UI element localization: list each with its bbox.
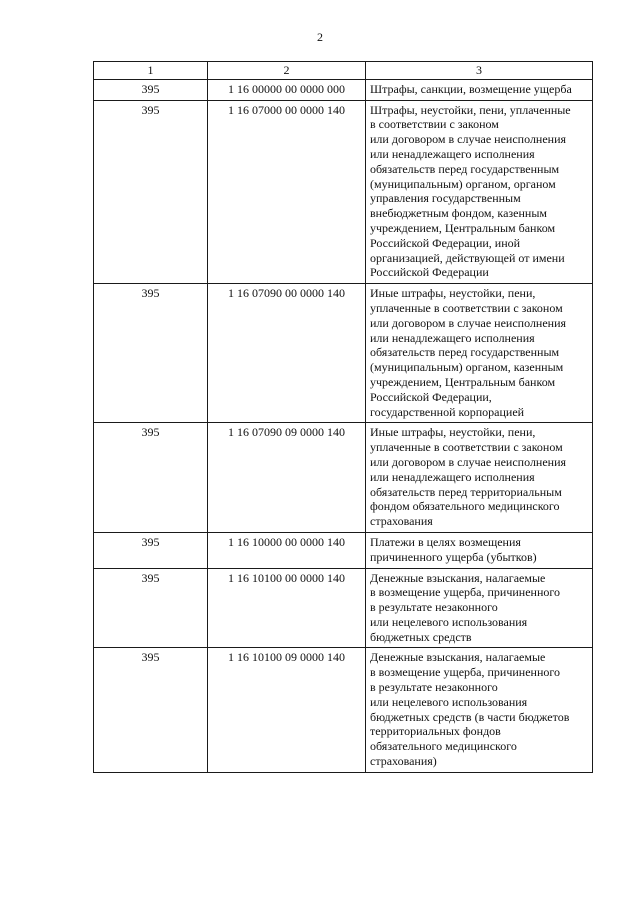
- description-line: в результате незаконного: [370, 680, 498, 695]
- description-line: обязательств перед территориальным: [370, 484, 562, 499]
- table-row: [94, 532, 593, 568]
- description-cell: [366, 532, 593, 568]
- page-number: 2: [317, 30, 323, 44]
- admin-code-cell: 395: [94, 568, 208, 648]
- column-header-1: 1: [94, 62, 208, 80]
- description-cell: [366, 568, 593, 648]
- description-line: в возмещение ущерба, причиненного: [370, 585, 560, 600]
- description-line: Российской Федерации: [370, 265, 489, 280]
- description-line: организацией, действующей от имени: [370, 250, 565, 265]
- description-line: Российской Федерации, иной: [370, 235, 521, 250]
- description-line: или договором в случае неисполнения: [370, 454, 567, 469]
- admin-code-cell: 395: [94, 284, 208, 423]
- description-line: или нецелевого использования: [370, 694, 528, 709]
- admin-code-cell: 395: [94, 100, 208, 284]
- table-row: [94, 284, 593, 423]
- description-line: учреждением, Центральным банком: [370, 374, 556, 389]
- description-line: Российской Федерации,: [370, 389, 492, 404]
- description-line: уплаченные в соответствии с законом: [370, 440, 563, 455]
- description-cell: [366, 100, 593, 284]
- description-line: Денежные взыскания, налагаемые: [370, 570, 546, 585]
- budget-classification-code-cell: 1 16 07090 00 0000 140: [208, 284, 366, 423]
- table-row: [94, 79, 593, 100]
- budget-classification-code-cell: 1 16 07090 09 0000 140: [208, 423, 366, 533]
- budget-classification-code-cell: 1 16 10100 09 0000 140: [208, 648, 366, 772]
- admin-code-cell: 395: [94, 648, 208, 772]
- description-line: (муниципальным) органом, органом: [370, 176, 556, 191]
- budget-classification-code-cell: 1 16 10000 00 0000 140: [208, 532, 366, 568]
- table-row: [94, 648, 593, 772]
- description-line: обязательств перед государственным: [370, 345, 560, 360]
- description-line: Денежные взыскания, налагаемые: [370, 650, 546, 665]
- admin-code-cell: 395: [94, 79, 208, 100]
- description-line: Иные штрафы, неустойки, пени,: [370, 286, 536, 301]
- description-line: бюджетных средств: [370, 629, 472, 644]
- description-line: бюджетных средств (в части бюджетов: [370, 709, 570, 724]
- admin-code-cell: 395: [94, 423, 208, 533]
- budget-classification-code-cell: 1 16 00000 00 0000 000: [208, 79, 366, 100]
- description-line: управления государственным: [370, 191, 521, 206]
- description-line: Иные штрафы, неустойки, пени,: [370, 425, 536, 440]
- description-line: внебюджетным фондом, казенным: [370, 206, 547, 221]
- description-line: уплаченные в соответствии с законом: [370, 300, 563, 315]
- description-line: страхования: [370, 514, 433, 529]
- description-line: причиненного ущерба (убытков): [370, 549, 537, 564]
- description-cell: [366, 79, 593, 100]
- description-line: Штрафы, неустойки, пени, уплаченные: [370, 102, 571, 117]
- description-cell: [366, 648, 593, 772]
- description-line: или ненадлежащего исполнения: [370, 469, 535, 484]
- description-line: Платежи в целях возмещения: [370, 534, 521, 549]
- description-line: территориальных фондов: [370, 724, 501, 739]
- table-row: [94, 423, 593, 533]
- description-cell: [366, 284, 593, 423]
- description-line: или ненадлежащего исполнения: [370, 330, 535, 345]
- table-header-row: [94, 62, 593, 80]
- table-row: [94, 568, 593, 648]
- description-line: или договором в случае неисполнения: [370, 315, 567, 330]
- description-cell: [366, 423, 593, 533]
- description-line: (муниципальным) органом, казенным: [370, 360, 564, 375]
- description-line: или договором в случае неисполнения: [370, 132, 567, 147]
- description-line: в результате незаконного: [370, 600, 498, 615]
- column-header-3: 3: [366, 62, 593, 80]
- budget-classification-code-cell: 1 16 10100 00 0000 140: [208, 568, 366, 648]
- description-line: учреждением, Центральным банком: [370, 220, 556, 235]
- description-line: государственной корпорацией: [370, 404, 525, 419]
- description-line: страхования): [370, 754, 437, 769]
- description-line: в возмещение ущерба, причиненного: [370, 665, 560, 680]
- table-body: [94, 79, 593, 772]
- description-line: фондом обязательного медицинского: [370, 499, 560, 514]
- budget-codes-table: [93, 61, 593, 773]
- column-header-2: 2: [208, 62, 366, 80]
- description-line: или ненадлежащего исполнения: [370, 146, 535, 161]
- admin-code-cell: 395: [94, 532, 208, 568]
- description-line: или нецелевого использования: [370, 614, 528, 629]
- description-line: Штрафы, санкции, возмещение ущерба: [370, 81, 572, 96]
- budget-classification-code-cell: 1 16 07000 00 0000 140: [208, 100, 366, 284]
- table-row: [94, 100, 593, 284]
- description-line: в соответствии с законом: [370, 117, 499, 132]
- description-line: обязательств перед государственным: [370, 161, 560, 176]
- description-line: обязательного медицинского: [370, 739, 517, 754]
